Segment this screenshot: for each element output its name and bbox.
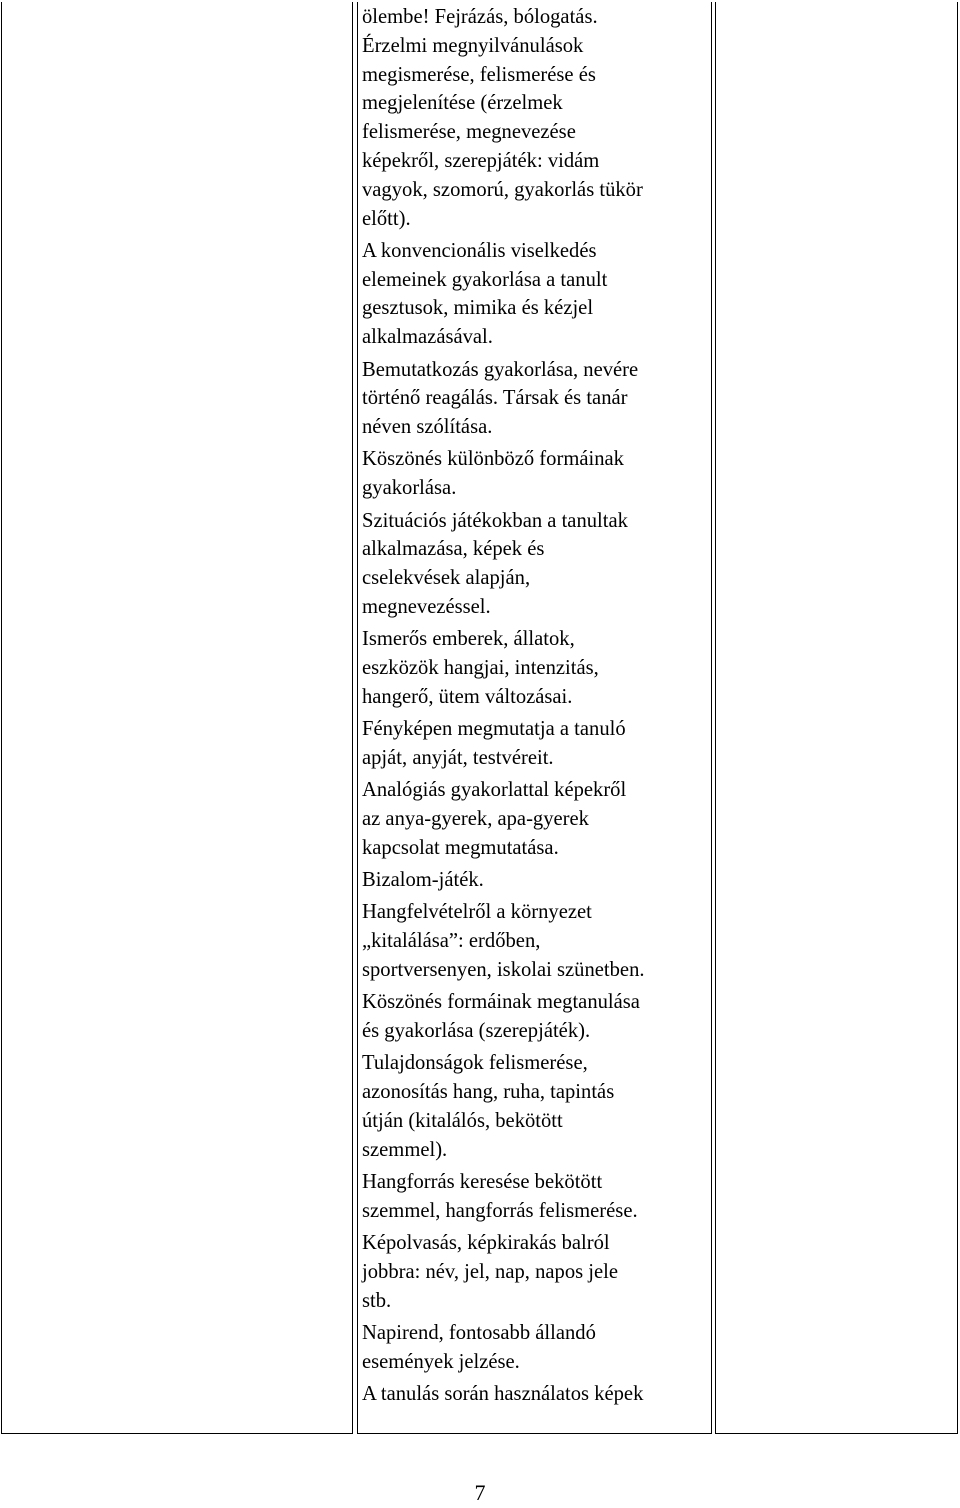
activity-text-line: Szituációs játékokban a tanultak	[362, 509, 628, 532]
page-number: 7	[474, 1480, 486, 1505]
activity-text-line: megnevezéssel.	[362, 595, 491, 618]
activity-text-line: Hangfelvételről a környezet	[362, 901, 592, 924]
activity-text-line: Fényképen megmutatja a tanuló	[362, 718, 626, 741]
activity-paragraph	[362, 776, 710, 862]
activity-paragraph	[362, 625, 710, 711]
activity-text-line: előtt).	[362, 207, 411, 230]
activity-text-line: Érzelmi megnyilvánulások	[362, 34, 584, 57]
activity-text-line: útján (kitalálós, bekötött	[362, 1109, 563, 1132]
activity-paragraph	[362, 3, 710, 233]
activity-paragraph	[362, 445, 710, 503]
activity-text-line: képekről, szerepjáték: vidám	[362, 149, 600, 172]
activity-text-line: gesztusok, mimika és kézjel	[362, 297, 594, 320]
activity-text-line: stb.	[362, 1289, 392, 1312]
activity-paragraph	[362, 866, 710, 895]
activity-text-line: elemeinek gyakorlása a tanult	[362, 268, 608, 291]
activity-text-line: Köszönés különböző formáinak	[362, 448, 624, 471]
activity-text-line: Tulajdonságok felismerése,	[362, 1052, 588, 1075]
activity-text-line: szemmel, hangforrás felismerése.	[362, 1199, 638, 1222]
activity-text-line: „kitalálása”: erdőben,	[362, 930, 541, 953]
activity-text-line: vagyok, szomorú, gyakorlás tükör	[362, 178, 643, 201]
activity-paragraph	[362, 988, 710, 1046]
activity-paragraph	[362, 1380, 710, 1409]
activity-text-line: A tanulás során használatos képek	[362, 1383, 644, 1406]
activity-text-line: gyakorlása.	[362, 477, 457, 500]
table-column-left	[1, 2, 353, 1434]
activity-text-line: Hangforrás keresése bekötött	[362, 1171, 603, 1194]
activity-paragraph	[362, 507, 710, 622]
activity-text-line: Bizalom-játék.	[362, 869, 484, 892]
activity-text-line: alkalmazása, képek és	[362, 538, 545, 561]
activity-text-line: események jelzése.	[362, 1350, 520, 1373]
activity-text-line: ölembe! Fejrázás, bólogatás.	[362, 6, 598, 28]
activity-text-line: azonosítás hang, ruha, tapintás	[362, 1081, 615, 1104]
activity-text-line: és gyakorlása (szerepjáték).	[362, 1020, 591, 1043]
activity-text-line: felismerése, megnevezése	[362, 121, 576, 144]
activity-paragraph	[362, 356, 710, 442]
activity-text-line: eszközök hangjai, intenzitás,	[362, 657, 599, 680]
activity-text-line: Bemutatkozás gyakorlása, nevére	[362, 358, 639, 381]
activity-text-line: kapcsolat megmutatása.	[362, 836, 559, 859]
activity-text-line: Köszönés formáinak megtanulása	[362, 991, 640, 1014]
activity-text-line: sportversenyen, iskolai szünetben.	[362, 959, 645, 981]
activity-paragraph	[362, 1168, 710, 1226]
activity-text-line: hangerő, ütem változásai.	[362, 685, 573, 708]
activity-text-line: szemmel).	[362, 1138, 448, 1161]
activity-text-line: néven szólítása.	[362, 416, 493, 439]
activity-text-line: Képolvasás, képkirakás balról	[362, 1232, 610, 1255]
activity-text-line: apját, anyját, testvéreit.	[362, 746, 554, 769]
table-column-right	[715, 2, 958, 1434]
activity-text-line: A konvencionális viselkedés	[362, 239, 597, 262]
activity-text-line: cselekvések alapján,	[362, 567, 531, 590]
activity-text-line: Ismerős emberek, állatok,	[362, 628, 575, 651]
activity-paragraph	[362, 237, 710, 352]
activity-paragraph	[362, 898, 710, 984]
activity-text-line: az anya-gyerek, apa-gyerek	[362, 808, 589, 831]
activity-paragraph	[362, 715, 710, 773]
activity-paragraph	[362, 1229, 710, 1315]
activity-text-line: jobbra: név, jel, nap, napos jele	[362, 1260, 619, 1283]
activity-text-line: történő reagálás. Társak és tanár	[362, 387, 628, 410]
activity-text-line: alkalmazásával.	[362, 326, 493, 349]
activity-text-line: Napirend, fontosabb állandó	[362, 1322, 596, 1345]
activities-text-cell	[362, 3, 710, 1412]
activity-paragraph	[362, 1319, 710, 1377]
activity-text-line: megismerése, felismerése és	[362, 63, 596, 86]
activity-paragraph	[362, 1049, 710, 1164]
activity-text-line: Analógiás gyakorlattal képekről	[362, 779, 627, 802]
activity-text-line: megjelenítése (érzelmek	[362, 92, 563, 115]
